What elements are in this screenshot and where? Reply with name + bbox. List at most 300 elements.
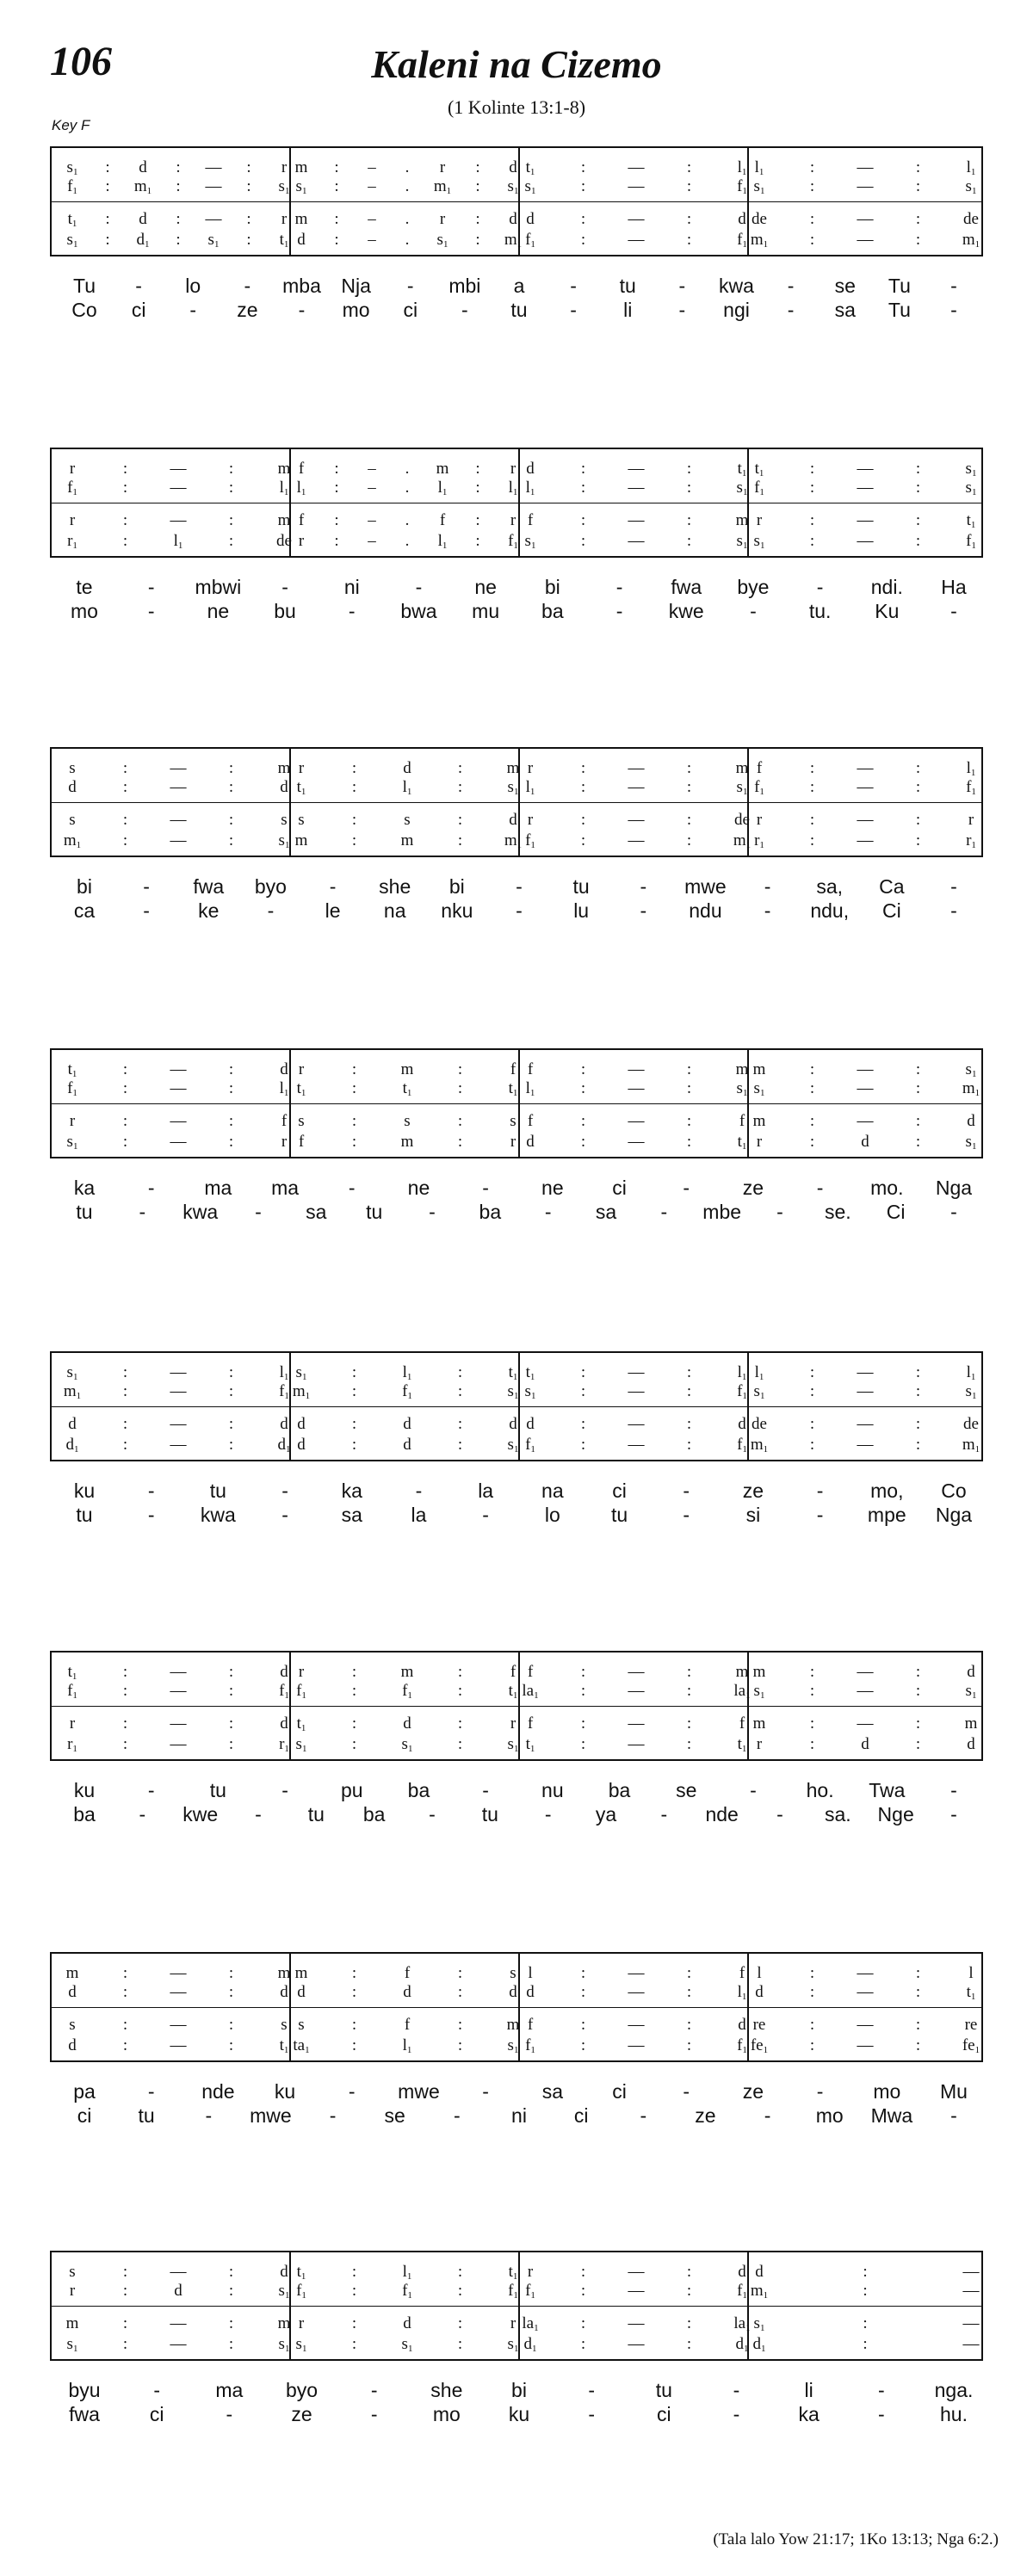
lyric-syllable: mbwi xyxy=(195,576,242,598)
solfa-note: — xyxy=(628,1415,645,1433)
solfa-note: r xyxy=(510,1714,516,1733)
solfa-note: $m_1$ xyxy=(292,1382,311,1401)
note-row xyxy=(52,477,981,499)
solfa-note: d xyxy=(403,2314,411,2332)
solfa-note: $s_1$ xyxy=(66,158,78,177)
solfa-note: $f_1$ xyxy=(402,1682,412,1701)
key-signature: Key F xyxy=(52,117,90,133)
solfa-note: — xyxy=(857,1060,874,1078)
solfa-note: d xyxy=(526,1983,535,2001)
lyric-syllable: - xyxy=(226,2403,233,2425)
solfa-note: : xyxy=(122,511,128,529)
lyric-syllable: Co xyxy=(71,299,97,321)
solfa-note: $s_1$ xyxy=(965,460,977,479)
solfa-note: $s_1$ xyxy=(736,479,748,497)
solfa-note: : xyxy=(351,1133,357,1151)
lyric-syllable: - xyxy=(683,2080,690,2103)
lyric-syllable: sa, xyxy=(816,875,844,898)
solfa-note: — xyxy=(628,1714,645,1733)
solfa-note: s xyxy=(69,759,76,777)
solfa-note: $t_1$ xyxy=(508,2263,518,2282)
lyric-syllable: bwa xyxy=(400,600,437,622)
solfa-note: d xyxy=(280,1415,288,1433)
solfa-note: $m_1$ xyxy=(504,831,523,850)
solfa-note: : xyxy=(457,2335,463,2353)
solfa-note: : xyxy=(686,158,692,176)
solfa-note: m xyxy=(752,1663,766,1681)
solfa-note: — xyxy=(628,158,645,176)
solfa-note: d xyxy=(403,1983,411,2001)
solfa-note: $s_1$ xyxy=(295,1735,307,1754)
solfa-note: d xyxy=(403,1436,411,1454)
lyric-syllable: - xyxy=(298,299,306,321)
solfa-note: $m_1$ xyxy=(63,831,82,850)
solfa-note: $f_1$ xyxy=(525,231,535,250)
solfa-note: : xyxy=(686,2282,692,2300)
solfa-note: : xyxy=(809,759,815,777)
solfa-note: r xyxy=(527,2263,534,2281)
solfa-note: : xyxy=(686,1112,692,1130)
solfa-note: $t_1$ xyxy=(296,778,306,797)
music-system xyxy=(50,1952,983,2128)
solfa-note: $r_1$ xyxy=(754,831,764,850)
solfa-note: : xyxy=(122,1436,128,1454)
lyric-syllable: Ci xyxy=(886,1201,906,1223)
solfa-note: s xyxy=(69,2263,76,2281)
solfa-note: $s_1$ xyxy=(736,1079,748,1098)
note-row xyxy=(52,1413,981,1436)
lyric-syllable: - xyxy=(776,1803,783,1825)
solfa-note: m xyxy=(400,1133,414,1151)
solfa-note: $s_1$ xyxy=(295,177,307,196)
solfa-note: $l_1$ xyxy=(402,1363,412,1382)
lyric-syllable: - xyxy=(615,576,623,598)
solfa-note: $s_1$ xyxy=(295,2335,307,2354)
solfa-note: : xyxy=(351,759,357,777)
solfa-note: : xyxy=(580,210,586,228)
lyric-syllable: sa. xyxy=(824,1803,851,1825)
solfa-note: : xyxy=(580,1079,586,1097)
solfa-note: s xyxy=(404,1112,411,1130)
lyric-syllable: - xyxy=(281,1504,288,1526)
solfa-note: – xyxy=(368,177,376,195)
solfa-note: : xyxy=(686,2314,692,2332)
solfa-note: : xyxy=(915,1983,921,2001)
lyric-syllable: - xyxy=(950,1201,957,1223)
lyric-syllable: - xyxy=(281,576,288,598)
solfa-note: $s_1$ xyxy=(965,1682,977,1701)
solfa-note: : xyxy=(580,1682,586,1700)
solfa-note: : xyxy=(915,1735,921,1753)
solfa-note: : xyxy=(228,460,234,478)
solfa-note: $l_1$ xyxy=(402,2263,412,2282)
solfa-note: : xyxy=(122,1133,128,1151)
solfa-note: m xyxy=(752,1060,766,1078)
lyric-syllable: - xyxy=(683,1480,690,1502)
solfa-note: : xyxy=(580,1714,586,1733)
note-row xyxy=(52,1131,981,1153)
solfa-note: : xyxy=(475,532,480,550)
solfa-note: $s_1$ xyxy=(507,177,519,196)
lyric-syllable: Tu xyxy=(888,299,911,321)
solfa-note: $l_1$ xyxy=(966,158,976,177)
solfa-note: $f_1$ xyxy=(508,2282,518,2301)
solfa-note: : xyxy=(475,511,480,529)
solfa-note: : xyxy=(122,1060,128,1078)
solfa-note: $l_1$ xyxy=(966,1363,976,1382)
lyric-syllable: - xyxy=(429,1803,436,1825)
solfa-note: r xyxy=(298,759,305,777)
lyric-syllable: ma xyxy=(271,1177,300,1199)
solfa-note: : xyxy=(351,1112,357,1130)
lyric-syllable: ne xyxy=(474,576,497,598)
solfa-note: : xyxy=(351,1663,357,1681)
solfa-note: — xyxy=(857,2036,874,2054)
solfa-note: d xyxy=(861,1133,869,1151)
lyric-line xyxy=(50,274,983,298)
solfa-note: : xyxy=(122,1415,128,1433)
solfa-note: — xyxy=(628,1060,645,1078)
solfa-note: — xyxy=(628,1983,645,2001)
lyric-syllable: - xyxy=(750,600,757,622)
lyric-syllable: she xyxy=(430,2379,463,2401)
lyric-syllable: Ci xyxy=(881,899,901,922)
solfa-note: — xyxy=(962,2282,980,2300)
lyric-syllable: bu xyxy=(274,600,296,622)
solfa-note: $m_1$ xyxy=(133,177,152,196)
lyric-syllable: ka xyxy=(798,2403,820,2425)
scripture-reference: (1 Kolinte 13:1-8) xyxy=(447,96,586,118)
solfa-note: $m_1$ xyxy=(962,231,980,250)
solfa-note: : xyxy=(686,231,692,249)
solfa-note: $d_1$ xyxy=(752,2335,766,2354)
solfa-note: $f_1$ xyxy=(402,2282,412,2301)
lyric-syllable: ze xyxy=(237,299,258,321)
lyric-line xyxy=(50,899,983,923)
solfa-note: $t_1$ xyxy=(525,158,535,177)
solfa-note: : xyxy=(915,532,921,550)
solfa-note: $f_1$ xyxy=(737,2036,747,2055)
lyric-syllable: ndu, xyxy=(810,899,850,922)
lyric-syllable: se xyxy=(384,2104,405,2127)
solfa-note: d xyxy=(297,231,306,249)
lyric-syllable: - xyxy=(281,1779,288,1801)
solfa-note: : xyxy=(351,1983,357,2001)
solfa-note: l xyxy=(968,1964,974,1982)
solfa-note: — xyxy=(962,2314,980,2332)
solfa-note: m xyxy=(752,1714,766,1733)
lyric-syllable: ci xyxy=(131,299,146,321)
lyric-syllable: - xyxy=(950,875,957,898)
solfa-note: $d_1$ xyxy=(735,2335,749,2354)
solfa-note: — xyxy=(170,511,187,529)
solfa-note: : xyxy=(457,778,463,796)
solfa-note: : xyxy=(228,811,234,829)
solfa-note: d xyxy=(509,1415,517,1433)
solfa-note: $f_1$ xyxy=(67,479,77,497)
note-row xyxy=(52,1434,981,1456)
solfa-note: : xyxy=(686,811,692,829)
solfa-note: : xyxy=(809,158,815,176)
solfa-note: d xyxy=(403,1714,411,1733)
solfa-note: — xyxy=(170,460,187,478)
solfa-note: : xyxy=(686,460,692,478)
lyric-syllable: - xyxy=(733,2403,740,2425)
lyric-syllable: ba xyxy=(407,1779,430,1801)
solfa-note: : xyxy=(351,2036,357,2054)
solfa-note: : xyxy=(228,2263,234,2281)
solfa-note: : xyxy=(580,2016,586,2034)
solfa-note: : xyxy=(351,2314,357,2332)
lyric-syllable: tu xyxy=(209,1779,226,1801)
lyric-syllable: byu xyxy=(68,2379,101,2401)
solfa-note: $la_1$ xyxy=(522,2314,539,2333)
solfa-note: — xyxy=(170,1735,187,1753)
solfa-note: $s_1$ xyxy=(753,1079,765,1098)
solfa-note: r xyxy=(756,1735,763,1753)
solfa-note: $s_1$ xyxy=(295,1363,307,1382)
solfa-note: : xyxy=(246,210,251,228)
solfa-note: — xyxy=(170,2335,187,2353)
lyric-syllable: - xyxy=(348,2080,356,2103)
solfa-note: : xyxy=(457,2282,463,2300)
solfa-note: : xyxy=(105,231,110,249)
solfa-note: m xyxy=(294,158,308,176)
solfa-note: d xyxy=(280,1983,288,2001)
solfa-note: $l_1$ xyxy=(525,479,535,497)
solfa-note: : xyxy=(580,2263,586,2281)
solfa-note: : xyxy=(580,177,586,195)
solfa-note: : xyxy=(915,1714,921,1733)
staff-box xyxy=(50,1952,983,2062)
solfa-note: d xyxy=(403,1415,411,1433)
lyric-syllable: sa xyxy=(595,1201,617,1223)
solfa-note: s xyxy=(510,1112,516,1130)
lyric-syllable: - xyxy=(139,1201,146,1223)
solfa-note: f xyxy=(527,511,534,529)
solfa-note: $s_1$ xyxy=(524,177,536,196)
solfa-note: — xyxy=(628,1663,645,1681)
solfa-note: f xyxy=(739,1964,745,1982)
solfa-note: d xyxy=(526,1133,535,1151)
solfa-note: $f_1$ xyxy=(754,778,764,797)
solfa-note: : xyxy=(580,778,586,796)
solfa-note: : xyxy=(457,1663,463,1681)
lyric-syllable: mwe xyxy=(684,875,727,898)
solfa-note: s xyxy=(298,2016,305,2034)
solfa-note: : xyxy=(228,1112,234,1130)
solfa-note: r xyxy=(69,1112,76,1130)
solfa-note: . xyxy=(405,460,410,478)
solfa-note: d xyxy=(280,778,288,796)
lyric-syllable: tu xyxy=(76,1201,93,1223)
solfa-note: r xyxy=(298,2314,305,2332)
solfa-note: : xyxy=(809,1060,815,1078)
solfa-note: : xyxy=(915,1436,921,1454)
solfa-note: : xyxy=(228,1079,234,1097)
solfa-note: $m_1$ xyxy=(750,1436,769,1455)
lyric-syllable: ba xyxy=(479,1201,502,1223)
solfa-note: — xyxy=(857,1415,874,1433)
solfa-note: : xyxy=(176,210,181,228)
solfa-note: $s_1$ xyxy=(207,231,220,250)
solfa-note: : xyxy=(809,778,815,796)
solfa-note: $r_1$ xyxy=(67,532,77,551)
solfa-note: $f_1$ xyxy=(508,532,518,551)
lyric-syllable: Co xyxy=(941,1480,967,1502)
solfa-note: $s_1$ xyxy=(965,479,977,497)
note-row xyxy=(52,1680,981,1702)
solfa-note: : xyxy=(228,1714,234,1733)
lyric-syllable: ba xyxy=(73,1803,96,1825)
solfa-note: m xyxy=(400,831,414,849)
solfa-note: : xyxy=(228,1436,234,1454)
solfa-note: : xyxy=(228,2282,234,2300)
solfa-note: — xyxy=(628,1735,645,1753)
solfa-note: — xyxy=(628,2036,645,2054)
note-row xyxy=(52,1981,981,2004)
solfa-note: : xyxy=(334,210,339,228)
lyric-syllable: - xyxy=(615,600,623,622)
solfa-note: : xyxy=(122,2335,128,2353)
staff-box xyxy=(50,448,983,558)
solfa-note: : xyxy=(457,1079,463,1097)
solfa-note: — xyxy=(170,778,187,796)
solfa-note: : xyxy=(580,831,586,849)
solfa-note: . xyxy=(405,210,410,228)
solfa-note: : xyxy=(915,460,921,478)
solfa-note: : xyxy=(809,1415,815,1433)
lyric-syllable: Nja xyxy=(341,275,371,297)
solfa-note: m xyxy=(277,511,291,529)
hymn-title: Kaleni na Cizemo xyxy=(371,42,662,86)
solfa-note: $la_1$ xyxy=(522,1682,539,1701)
solfa-note: r xyxy=(69,460,76,478)
lyric-syllable: - xyxy=(267,899,275,922)
solfa-note: $l_1$ xyxy=(173,532,183,551)
solfa-note: : xyxy=(457,831,463,849)
solfa-note: : xyxy=(686,1363,692,1381)
lyric-syllable: nu xyxy=(541,1779,564,1801)
solfa-note: — xyxy=(170,811,187,829)
solfa-note: : xyxy=(228,1663,234,1681)
solfa-note: : xyxy=(457,1682,463,1700)
solfa-note: $l_1$ xyxy=(508,479,518,497)
lyric-syllable: - xyxy=(950,600,957,622)
solfa-note: : xyxy=(176,158,181,176)
solfa-note: $t_1$ xyxy=(737,1735,747,1754)
solfa-note: f xyxy=(510,1663,516,1681)
solfa-note: : xyxy=(475,177,480,195)
solfa-note: : xyxy=(351,831,357,849)
solfa-note: : xyxy=(105,210,110,228)
solfa-note: : xyxy=(457,1112,463,1130)
note-row xyxy=(52,2333,981,2356)
solfa-note: $s_1$ xyxy=(753,1682,765,1701)
solfa-note: r xyxy=(298,1060,305,1078)
solfa-note: $t_1$ xyxy=(67,1060,77,1079)
solfa-note: d xyxy=(738,2263,746,2281)
solfa-note: : xyxy=(809,2036,815,2054)
lyric-syllable: - xyxy=(482,1504,489,1526)
solfa-note: — xyxy=(857,1682,874,1700)
solfa-note: $r_1$ xyxy=(279,1735,289,1754)
solfa-note: m xyxy=(506,2016,520,2034)
lyric-syllable: - xyxy=(143,875,150,898)
solfa-note: : xyxy=(580,759,586,777)
solfa-note: : xyxy=(580,2314,586,2332)
lyric-syllable: ze xyxy=(742,2080,764,2103)
lyric-syllable: Twa xyxy=(869,1779,906,1801)
solfa-note: : xyxy=(580,1436,586,1454)
solfa-note: : xyxy=(475,479,480,497)
solfa-note: : xyxy=(228,1415,234,1433)
lyric-syllable: ze xyxy=(291,2403,312,2425)
solfa-note: — xyxy=(170,479,187,497)
lyric-syllable: ci xyxy=(657,2403,671,2425)
solfa-note: : xyxy=(228,1382,234,1400)
solfa-note: — xyxy=(628,210,645,228)
solfa-note: : xyxy=(915,231,921,249)
note-row xyxy=(52,176,981,198)
solfa-note: : xyxy=(809,1735,815,1753)
solfa-note: $f_1$ xyxy=(67,1079,77,1098)
solfa-note: : xyxy=(580,158,586,176)
solfa-note: $t_1$ xyxy=(402,1079,412,1098)
solfa-note: r xyxy=(756,811,763,829)
lyric-syllable: Nga xyxy=(935,1504,973,1526)
solfa-note: $l_1$ xyxy=(737,1363,747,1382)
lyric-syllable: - xyxy=(776,1201,783,1223)
solfa-note: $f_1$ xyxy=(279,1682,289,1701)
solfa-note: : xyxy=(457,2016,463,2034)
solfa-note: : xyxy=(915,210,921,228)
solfa-note: : xyxy=(122,460,128,478)
solfa-note: $s_1$ xyxy=(753,532,765,551)
solfa-note: : xyxy=(228,831,234,849)
solfa-note: $f_1$ xyxy=(525,2282,535,2301)
solfa-note: $m_1$ xyxy=(733,831,752,850)
lyric-syllable: si xyxy=(745,1504,761,1526)
solfa-note: : xyxy=(915,2016,921,2034)
solfa-note: : xyxy=(334,177,339,195)
lyric-syllable: - xyxy=(348,600,356,622)
solfa-note: f xyxy=(281,1112,288,1130)
staff-box xyxy=(50,1048,983,1158)
lyric-syllable: - xyxy=(429,1201,436,1223)
lyric-syllable: - xyxy=(570,299,577,321)
lyric-syllable: - xyxy=(516,875,523,898)
solfa-note: r xyxy=(510,511,516,529)
solfa-note: : xyxy=(809,1363,815,1381)
solfa-note: r xyxy=(281,210,288,228)
solfa-note: : xyxy=(122,1382,128,1400)
lyric-syllable: - xyxy=(816,2080,824,2103)
lyric-line xyxy=(50,874,983,899)
solfa-note: : xyxy=(580,2282,586,2300)
lyric-line xyxy=(50,1778,983,1802)
solfa-note: : xyxy=(580,1663,586,1681)
solfa-note: : xyxy=(105,158,110,176)
solfa-note: – xyxy=(368,511,376,529)
solfa-note: : xyxy=(457,1436,463,1454)
solfa-note: : xyxy=(122,1112,128,1130)
solfa-note: — xyxy=(857,778,874,796)
solfa-note: : xyxy=(246,177,251,195)
lyric-syllable: - xyxy=(787,275,795,297)
lyric-syllable: - xyxy=(329,2104,337,2127)
lyric-syllable: ni xyxy=(343,576,360,598)
